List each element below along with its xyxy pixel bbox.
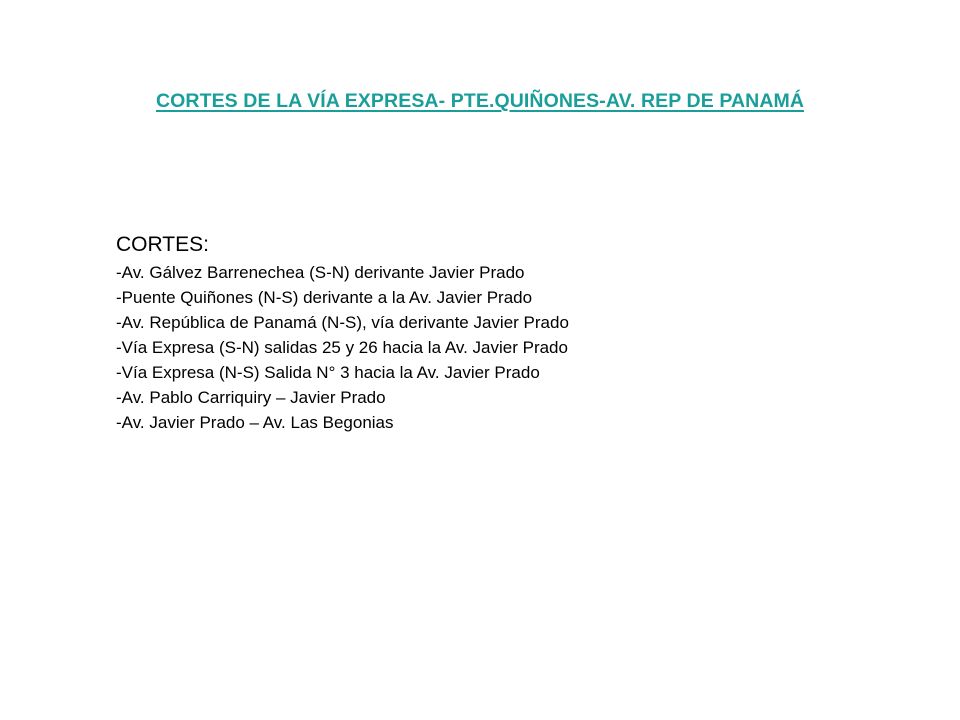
list-item: -Puente Quiñones (N-S) derivante a la Av. Javier Prado xyxy=(116,288,533,307)
list-item: -Av. República de Panamá (N-S), vía derivante Javier Prado xyxy=(116,313,569,332)
cortes-heading: CORTES: xyxy=(116,233,209,256)
list-item: -Av. Pablo Carriquiry – Javier Prado xyxy=(116,388,386,407)
list-item: -Vía Expresa (S-N) salidas 25 y 26 hacia la Av. Javier Prado xyxy=(116,338,568,357)
cortes-list xyxy=(116,260,569,435)
slide-title xyxy=(0,90,960,113)
list-item: -Vía Expresa (N-S) Salida N° 3 hacia la Av. Javier Prado xyxy=(116,363,540,382)
list-item: -Av. Javier Prado – Av. Las Begonias xyxy=(116,413,394,432)
list-item: -Av. Gálvez Barrenechea (S-N) derivante Javier Prado xyxy=(116,263,525,282)
cortes-content xyxy=(116,230,569,435)
title-link[interactable]: CORTES DE LA VÍA EXPRESA- PTE.QUIÑONES-AV. REP DE PANAMÁ xyxy=(155,90,805,112)
